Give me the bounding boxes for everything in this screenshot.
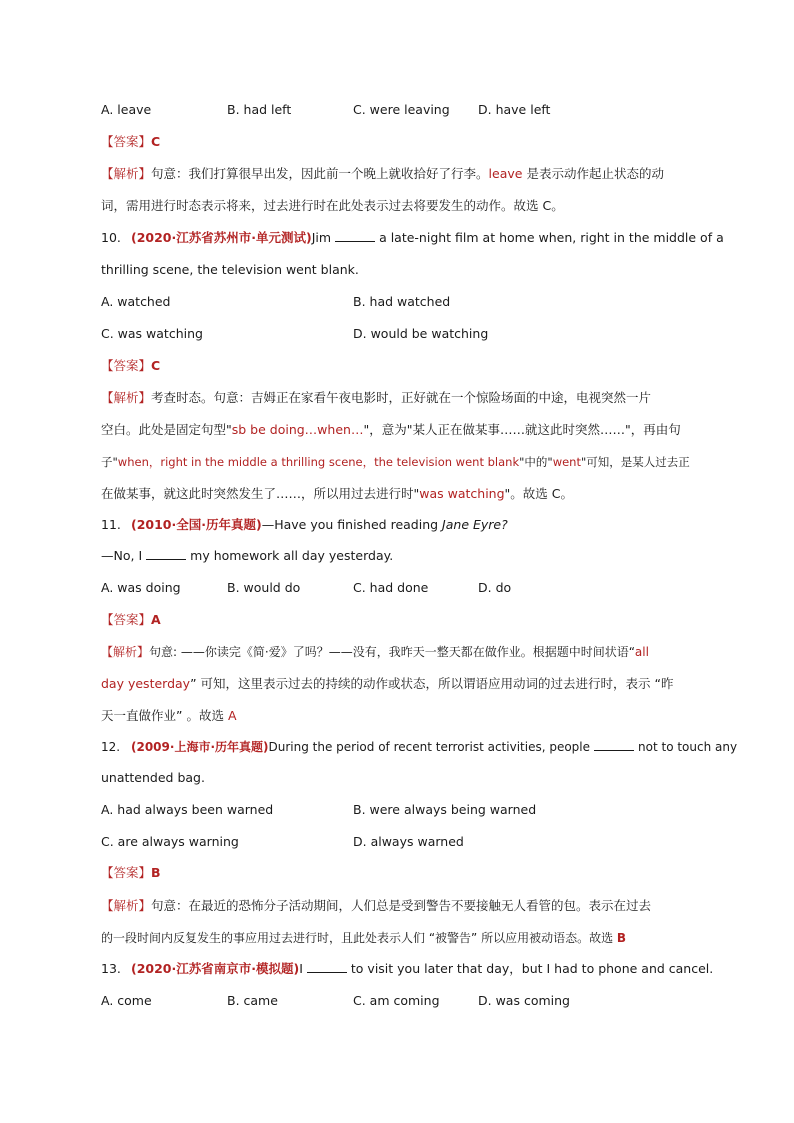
option-c: C. are always warning [101,834,239,849]
question-source: (2020·江苏省苏州市·单元测试) [131,230,312,245]
q10-answer [101,357,723,375]
analysis-highlight: B [616,931,627,945]
analysis-highlight: A [227,708,237,723]
question-source: (2010·全国·历年真题) [131,517,262,532]
stem-text: Jim [311,230,332,245]
analysis-highlight: was watching [419,486,505,501]
analysis-text: 子" [101,455,118,469]
option-d: D. do [478,580,512,595]
q11-analysis-line2 [101,675,723,693]
q10-analysis-line1 [101,389,723,407]
option-d: D. always warned [353,834,464,849]
option-d: D. would be watching [353,326,489,341]
answer-blank [594,738,634,751]
option-c: C. was watching [101,326,203,341]
stem-text: —Have you finished reading [261,517,443,532]
q11-answer [101,611,723,629]
option-d: D. was coming [478,993,570,1008]
analysis-text: 空白。此处是固定句型" [101,422,232,437]
analysis-text: 考查时态。句意：吉姆正在家看午夜电影时，正好就在一个惊险场面的中途，电视突然一片 [151,390,652,405]
q11-analysis-line3 [101,707,723,725]
q10-analysis-line2 [101,421,723,439]
analysis-highlight: went [552,455,581,469]
q12-options-row2 [101,833,723,851]
q11-stem [101,516,723,534]
answer-value: C [151,358,161,373]
option-b: B. had left [227,102,292,117]
analysis-highlight: day yesterday [101,676,191,691]
analysis-text: 的一段时间内反复发生的事应用过去进行时，且此处表示人们 “被警告” 所以应用被动语态。故选 [101,931,617,945]
analysis-text: 句意: ——你读完《简·爱》了吗？——没有，我昨天一整天都在做作业。根据题中时间状语“ [149,645,635,659]
q10-options-row1 [101,293,723,311]
analysis-tag: 【解析】 [101,390,152,405]
option-a: A. come [101,993,152,1008]
analysis-text: 是表示动作起止状态的动 [526,166,664,181]
question-number: 13. [101,961,121,976]
question-number: 10. [101,230,121,245]
q10-analysis-line3 [101,453,723,471]
answer-blank [335,229,375,242]
q12-analysis-line1 [101,897,723,915]
q10-analysis-line4 [101,485,723,503]
q12-options-row1 [101,801,723,819]
option-c: C. were leaving [353,102,450,117]
option-b: B. came [227,993,278,1008]
answer-blank [307,960,347,973]
analysis-text: "可知，是某人过去正 [580,455,690,469]
answer-tag: 【答案】 [101,612,152,627]
q9-analysis-line1 [101,165,723,183]
answer-tag: 【答案】 [101,358,152,373]
analysis-text: ” 可知，这里表示过去的持续的动作或状态，所以谓语应用动词的过去进行时，表示 “昨 [190,676,674,691]
stem-text: not to touch any [638,740,738,754]
option-d: D. have left [478,102,551,117]
analysis-tag: 【解析】 [101,898,152,913]
option-b: B. were always being warned [353,802,537,817]
option-a: A. watched [101,294,171,309]
analysis-text: 天一直做作业” 。故选 [101,708,228,723]
analysis-highlight: all [634,645,649,659]
option-b: B. had watched [353,294,451,309]
analysis-text: "。故选 C。 [504,486,573,501]
q11-stem-line2 [101,547,723,565]
analysis-text: 句意：我们打算很早出发，因此前一个晚上就收拾好了行李。 [151,166,489,181]
q13-stem [101,960,723,978]
option-a: A. leave [101,102,152,117]
analysis-tag: 【解析】 [101,645,150,659]
q12-answer [101,864,723,882]
answer-tag: 【答案】 [101,134,152,149]
q10-stem [101,229,723,247]
stem-text: to visit you later that day，but I had to phone and cancel. [350,961,714,976]
q9-options [101,101,723,119]
q11-options [101,579,723,597]
q10-options-row2 [101,325,723,343]
question-number: 12. [101,740,121,754]
q9-analysis-line2: 词，需用进行时态表示将来，过去进行时在此处表示过去将要发生的动作。故选 C。 [101,198,564,213]
option-b: B. would do [227,580,301,595]
answer-value: C [151,134,161,149]
q12-stem [101,738,738,756]
question-number: 11. [101,517,121,532]
option-a: A. had always been warned [101,802,274,817]
analysis-tag: 【解析】 [101,166,152,181]
book-title: Jane Eyre? [442,517,508,532]
option-a: A. was doing [101,580,181,595]
q11-analysis-line1 [101,643,723,661]
answer-value: A [151,612,161,627]
stem-text: During the period of recent terrorist activities, people [268,740,591,754]
question-source: (2020·江苏省南京市·模拟题) [131,961,300,976]
analysis-text: 句意：在最近的恐怖分子活动期间，人们总是受到警告不要接触无人看管的包。表示在过去 [151,898,652,913]
q13-options [101,992,723,1010]
answer-value: B [151,865,161,880]
stem-text: a late-night film at home when, right in the middle of a [379,230,724,245]
stem-text: I [299,961,303,976]
q10-stem-line2: thrilling scene, the television went blank. [101,262,359,277]
analysis-highlight: leave [488,166,523,181]
option-c: C. had done [353,580,429,595]
answer-blank [146,547,186,560]
analysis-text: "，意为"某人正在做某事……就这此时突然……"，再由句 [363,422,681,437]
stem-text: my homework all day yesterday. [190,548,394,563]
answer-tag: 【答案】 [101,865,152,880]
analysis-highlight: when，right in the middle a thrilling scene，the television went blank [117,455,520,469]
analysis-highlight: sb be doing…when… [231,422,364,437]
option-c: C. am coming [353,993,440,1008]
q12-analysis-line2 [101,929,723,947]
q12-stem-line2: unattended bag. [101,770,205,785]
analysis-text: 在做某事，就这此时突然发生了……，所以用过去进行时" [101,486,420,501]
question-source: (2009·上海市·历年真题) [131,740,269,754]
q9-answer [101,133,723,151]
stem-text: —No, I [101,548,143,563]
analysis-text: "中的" [519,455,553,469]
